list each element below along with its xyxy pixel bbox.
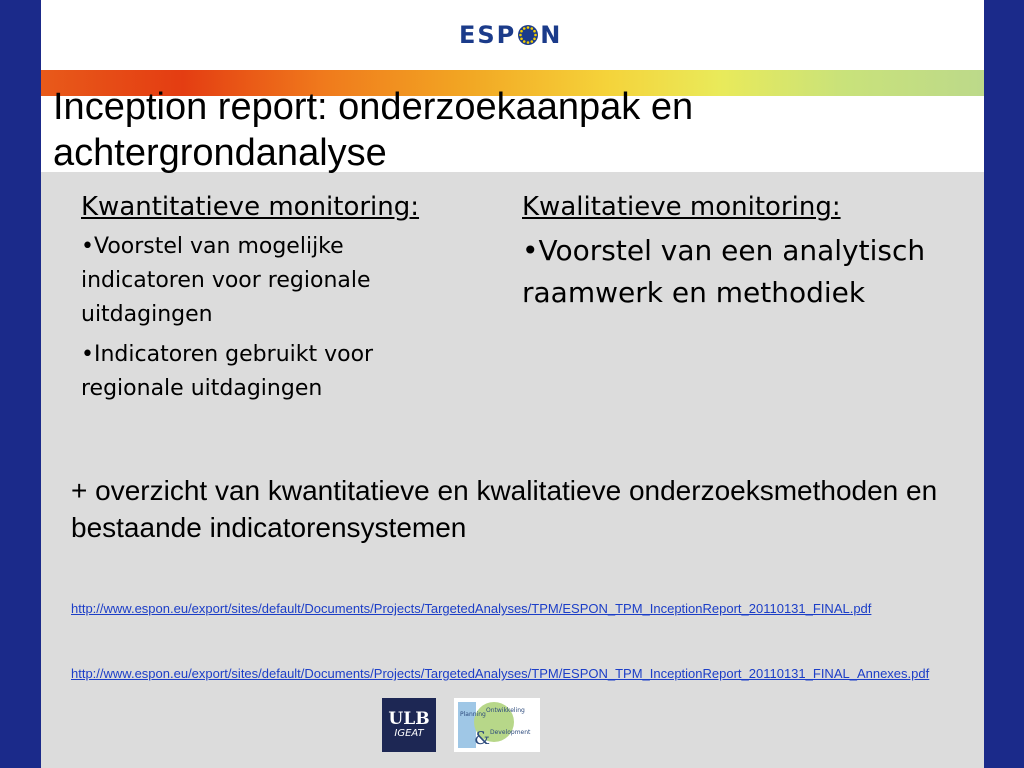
header-band [41,0,984,70]
inception-report-annexes-link[interactable]: http://www.espon.eu/export/sites/default/Documents/Projects/TargetedAnalyses/TPM/ESPON_TPM_InceptionReport_20110131_FINAL_Annexes.pdf [71,666,930,681]
slide [41,0,984,768]
inception-report-link[interactable]: http://www.espon.eu/export/sites/default/Documents/Projects/TargetedAnalyses/TPM/ESPON_TPM_InceptionReport_20110131_FINAL.pdf [71,601,872,616]
quantitative-heading: Kwantitatieve monitoring: [81,192,420,222]
qualitative-bullet: •Voorstel van een analytisch raamwerk en methodiek [522,234,926,309]
slide-title: Inception report: onderzoekaanpak en achtergrondanalyse [53,86,694,174]
pd-logo-line1: Planning [460,711,486,718]
planning-development-logo-graphic [454,698,540,752]
summary-text: + overzicht van kwantitatieve en kwalitatieve onderzoeksmethoden en bestaande indicatorensystemen [71,475,938,543]
igeat-logo-text: IGEAT [394,728,424,739]
pd-logo-line3: Development [490,729,531,736]
espon-logo-text-right: N [540,21,563,49]
quantitative-column [81,188,471,412]
svg-text:&: & [474,728,491,749]
quantitative-bullet: •Indicatoren gebruikt voor regionale uitdagingen [81,342,374,401]
espon-logo [459,20,562,50]
ulb-igeat-logo [382,698,436,752]
quantitative-bullet: •Voorstel van mogelijke indicatoren voor regionale uitdagingen [81,234,371,327]
pd-logo-line2: Ontwikkeling [486,707,525,714]
qualitative-heading: Kwalitatieve monitoring: [522,192,841,222]
qualitative-column [522,188,972,320]
planning-development-logo [454,698,540,752]
eu-stars-globe-icon [517,24,539,46]
espon-logo-text-left: ESP [459,21,517,49]
ulb-logo-text: ULB [388,709,430,729]
